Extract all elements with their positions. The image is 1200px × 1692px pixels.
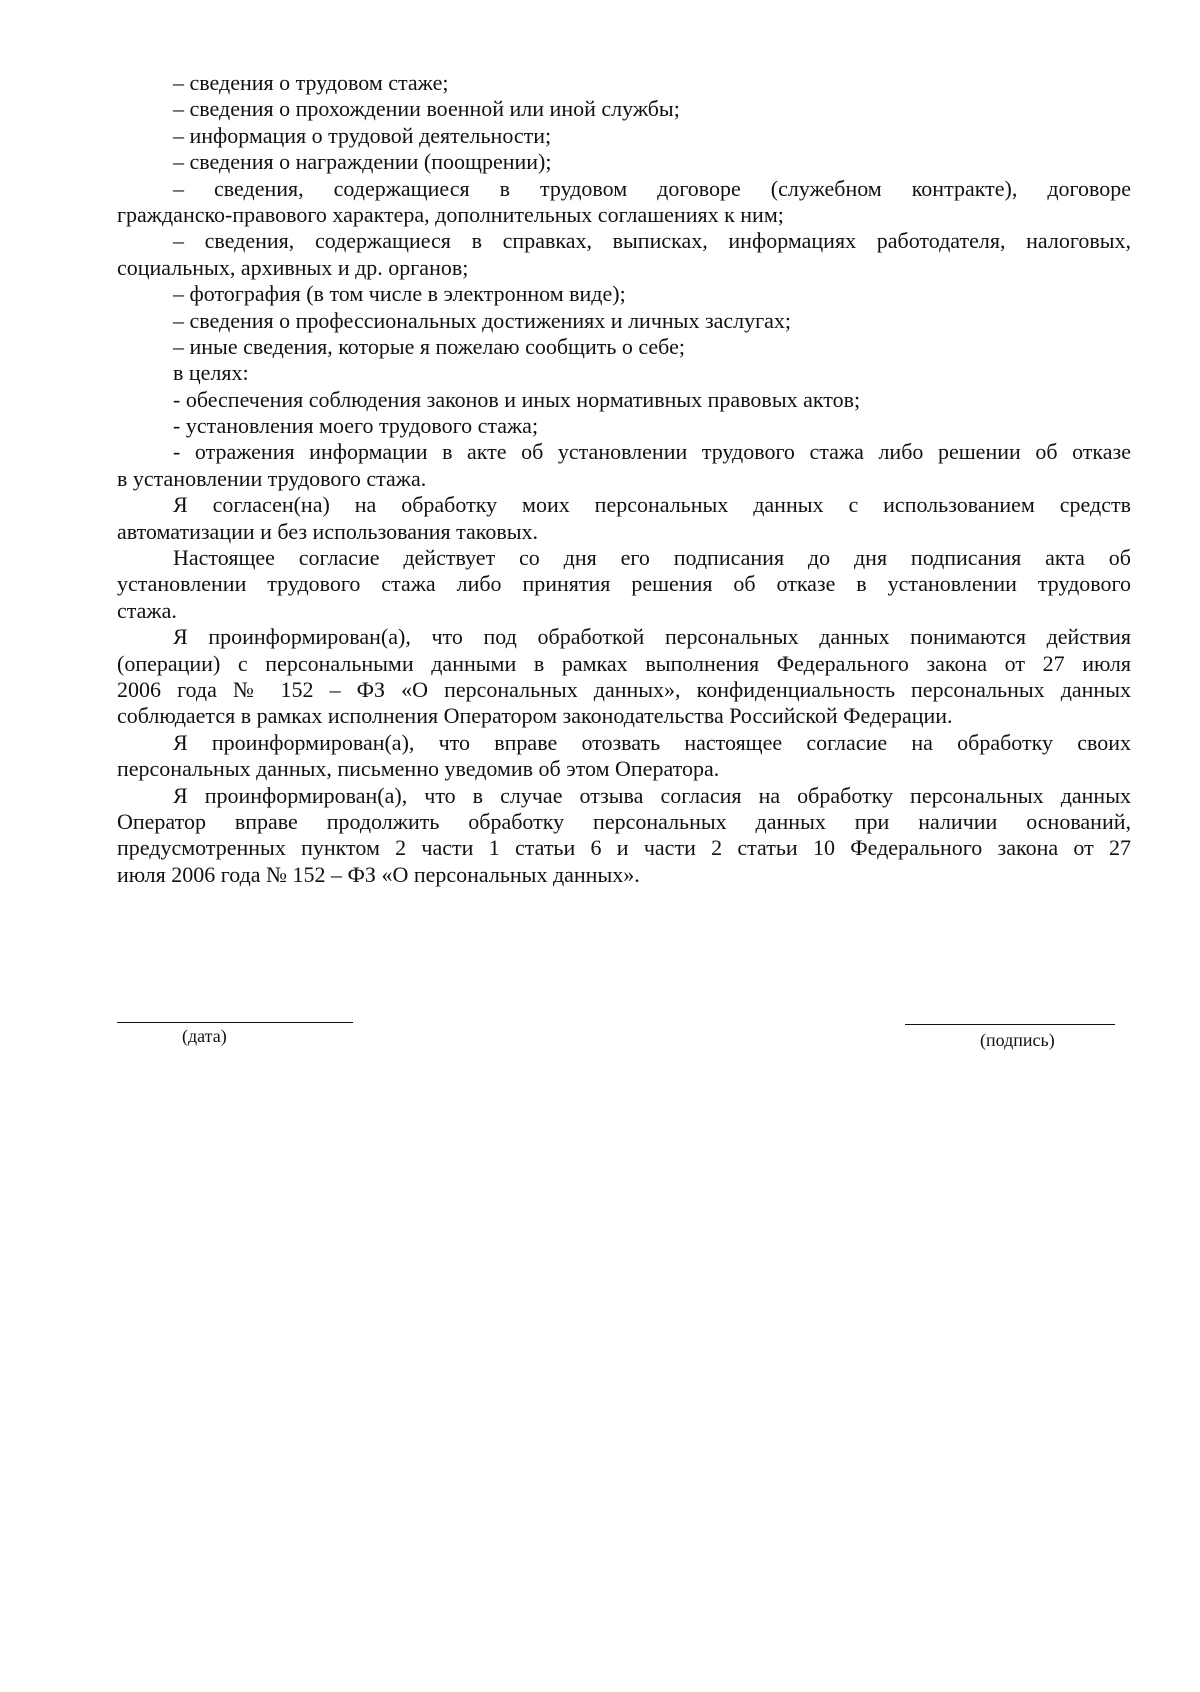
text-line: автоматизации и без использования таковых. <box>117 518 539 544</box>
text-line: Оператор вправе продолжить обработку персональных данных при наличии оснований, <box>117 808 1131 834</box>
text-line: Настоящее согласие действует со дня его подписания до дня подписания акта об <box>173 545 1131 571</box>
text-line: персональных данных, письменно уведомив об этом Оператора. <box>117 756 720 782</box>
text-line: в целях: <box>173 360 249 386</box>
text-line: – сведения, содержащиеся в трудовом договоре (служебном контракте), договоре <box>173 175 1131 201</box>
text-line: Я проинформирован(а), что вправе отозвать настоящее согласие на обработку своих <box>173 729 1131 755</box>
text-line: 2006 года № 152 – ФЗ «О персональных данных», конфиденциальность персональных данных <box>117 676 1131 702</box>
text-line: - обеспечения соблюдения законов и иных нормативных правовых актов; <box>173 386 861 412</box>
text-line: соблюдается в рамках исполнения Оператором законодательства Российской Федерации. <box>117 703 953 729</box>
text-line: – информация о трудовой деятельности; <box>173 122 552 148</box>
text-line: - отражения информации в акте об установлении трудового стажа либо решении об отказе <box>173 439 1131 465</box>
text-line: – сведения о прохождении военной или иной службы; <box>173 96 680 122</box>
text-line: (операции) с персональными данными в рамках выполнения Федерального закона от 27 июля <box>117 650 1131 676</box>
text-line: – фотография (в том числе в электронном виде); <box>173 281 626 307</box>
date-underline <box>117 1022 353 1023</box>
signature-underline <box>905 1024 1115 1025</box>
text-line: июля 2006 года № 152 – ФЗ «О персональных данных». <box>117 861 640 887</box>
text-line: установлении трудового стажа либо принятия решения об отказе в установлении трудового <box>117 571 1131 597</box>
text-line: – сведения о награждении (поощрении); <box>173 149 552 175</box>
document-body <box>117 70 1131 888</box>
text-line: Я проинформирован(а), что в случае отзыва согласия на обработку персональных данных <box>173 782 1131 808</box>
text-line: – сведения о трудовом стаже; <box>173 70 449 95</box>
text-line: гражданско-правового характера, дополнительных соглашениях к ним; <box>117 201 784 227</box>
text-line: Я согласен(на) на обработку моих персональных данных с использованием средств <box>173 492 1131 518</box>
text-line: Я проинформирован(а), что под обработкой персональных данных понимаются действия <box>173 624 1131 650</box>
text-line: социальных, архивных и др. органов; <box>117 254 469 280</box>
text-line: стажа. <box>117 597 177 623</box>
text-line: предусмотренных пунктом 2 части 1 статьи 6 и части 2 статьи 10 Федерального закона от 27 <box>117 835 1131 861</box>
date-label: (дата) <box>182 1026 227 1046</box>
text-line: в установлении трудового стажа. <box>117 465 427 491</box>
text-line: – сведения, содержащиеся в справках, выписках, информациях работодателя, налоговых, <box>173 228 1131 254</box>
signature-label: (подпись) <box>980 1030 1055 1050</box>
text-line: - установления моего трудового стажа; <box>173 413 539 439</box>
text-line: – иные сведения, которые я пожелаю сообщить о себе; <box>173 333 685 359</box>
text-line: – сведения о профессиональных достижениях и личных заслугах; <box>173 307 792 333</box>
